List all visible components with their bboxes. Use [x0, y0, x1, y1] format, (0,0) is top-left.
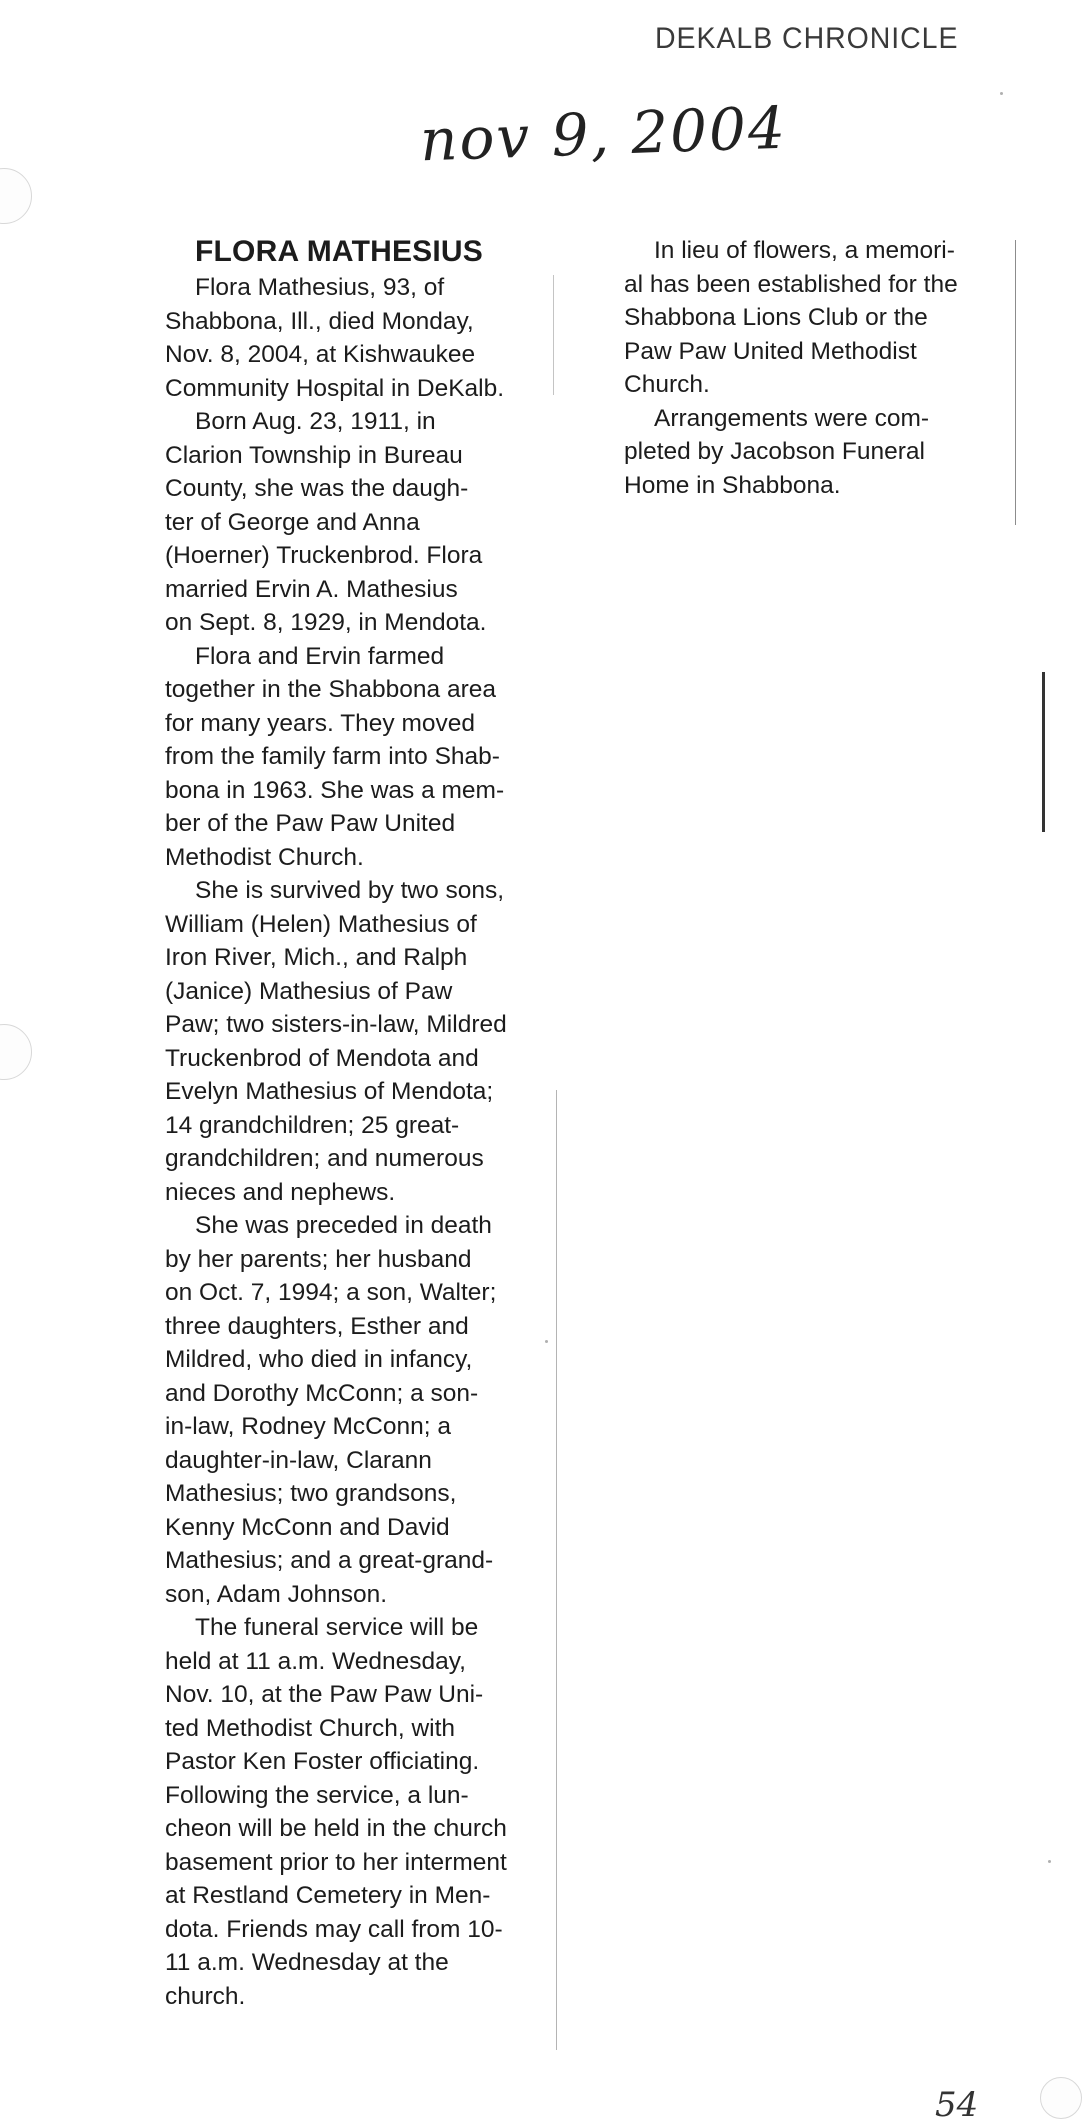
text-line: on Sept. 8, 1929, in Mendota. — [165, 609, 487, 636]
text-line: daughter-in-law, Clarann — [165, 1446, 432, 1474]
paragraph — [165, 874, 545, 1209]
paragraph — [165, 271, 545, 405]
text-line: Paw; two sisters-in-law, Mildred — [165, 1011, 507, 1038]
text-line: at Restland Cemetery in Men- — [165, 1882, 491, 1909]
text-line: She is survived by two sons, — [195, 877, 505, 904]
text-line: Pastor Ken Foster officiating. — [165, 1748, 480, 1775]
text-line: ter of George and Anna — [165, 508, 420, 536]
text-line: Flora Mathesius, 93, of — [195, 274, 445, 301]
text-line: al has been established for the — [624, 270, 958, 298]
text-line: In lieu of flowers, a memori- — [654, 237, 955, 264]
text-line: held at 11 a.m. Wednesday, — [165, 1647, 466, 1675]
handwritten-page-number: 54 — [935, 2085, 979, 2125]
text-line: Iron River, Mich., and Ralph — [165, 944, 468, 971]
paragraph — [165, 640, 545, 875]
text-line: ted Methodist Church, with — [165, 1714, 456, 1742]
text-line: by her parents; her husband — [165, 1245, 472, 1273]
text-line: for many years. They moved — [165, 709, 476, 737]
text-line: together in the Shabbona area — [165, 676, 497, 703]
text-line: three daughters, Esther and — [165, 1312, 469, 1340]
right-column-right-border — [1015, 240, 1016, 525]
punch-hole-top — [0, 168, 32, 224]
paragraph — [165, 1209, 545, 1611]
text-line: William (Helen) Mathesius of — [165, 910, 477, 938]
paragraph — [165, 1611, 545, 2013]
left-column-paragraphs — [165, 271, 545, 2013]
text-line: Paw Paw United Methodist — [624, 337, 917, 365]
text-line: Methodist Church. — [165, 843, 364, 871]
text-line: son, Adam Johnson. — [165, 1580, 388, 1608]
text-line: cheon will be held in the church — [165, 1815, 507, 1842]
text-line: pleted by Jacobson Funeral — [624, 438, 925, 465]
text-line: The funeral service will be — [195, 1614, 479, 1641]
left-column-right-border — [553, 275, 554, 395]
paragraph — [624, 402, 1004, 503]
punch-hole-bottom-right — [1040, 2077, 1082, 2119]
text-line: 11 a.m. Wednesday at the — [165, 1949, 449, 1976]
text-line: She was preceded in death — [195, 1212, 492, 1239]
text-line: Kenny McConn and David — [165, 1513, 450, 1541]
text-line: (Hoerner) Truckenbrod. Flora — [165, 542, 483, 569]
text-line: nieces and nephews. — [165, 1178, 396, 1206]
handwritten-date: nov 9, 2004 — [418, 93, 788, 175]
text-line: grandchildren; and numerous — [165, 1145, 484, 1172]
text-line: in-law, Rodney McConn; a — [165, 1413, 451, 1440]
text-line: Nov. 10, at the Paw Paw Uni- — [165, 1681, 484, 1708]
paragraph — [624, 234, 1004, 402]
scan-edge-mark — [1042, 672, 1045, 832]
text-line: church. — [165, 1982, 246, 2010]
text-line: Community Hospital in DeKalb. — [165, 374, 505, 402]
text-line: County, she was the daugh- — [165, 475, 469, 502]
text-line: Truckenbrod of Mendota and — [165, 1044, 479, 1072]
text-line: ber of the Paw Paw United — [165, 810, 456, 837]
text-line: Shabbona, Ill., died Monday, — [165, 307, 474, 335]
text-line: Mildred, who died in infancy, — [165, 1346, 473, 1373]
text-line: on Oct. 7, 1994; a son, Walter; — [165, 1279, 497, 1306]
scan-speck — [545, 1340, 548, 1343]
text-line: Arrangements were com- — [654, 404, 930, 432]
punch-hole-middle — [0, 1024, 32, 1080]
text-line: and Dorothy McConn; a son- — [165, 1379, 479, 1407]
text-line: Following the service, a lun- — [165, 1781, 469, 1809]
text-line: Evelyn Mathesius of Mendota; — [165, 1078, 494, 1105]
text-line: Nov. 8, 2004, at Kishwaukee — [165, 341, 476, 368]
obituary-right-column — [624, 234, 1004, 502]
text-line: Clarion Township in Bureau — [165, 441, 463, 469]
text-line: Mathesius; two grandsons, — [165, 1480, 457, 1507]
text-line: basement prior to her interment — [165, 1848, 507, 1876]
text-line: Church. — [624, 371, 710, 398]
text-line: from the family farm into Shab- — [165, 743, 500, 770]
text-line: Flora and Ervin farmed — [195, 642, 445, 670]
text-line: Born Aug. 23, 1911, in — [195, 408, 436, 435]
obituary-headline: FLORA MATHESIUS — [195, 235, 483, 268]
newspaper-masthead: DEKALB CHRONICLE — [655, 22, 959, 55]
text-line: Home in Shabbona. — [624, 471, 841, 499]
paragraph — [165, 405, 545, 640]
text-line: bona in 1963. She was a mem- — [165, 776, 505, 804]
right-column-paragraphs — [624, 234, 1004, 502]
scan-speck — [1000, 92, 1003, 95]
text-line: 14 grandchildren; 25 great- — [165, 1111, 460, 1139]
left-column-right-border-lower — [556, 1090, 557, 2050]
text-line: married Ervin A. Mathesius — [165, 575, 458, 603]
text-line: Shabbona Lions Club or the — [624, 304, 928, 331]
text-line: (Janice) Mathesius of Paw — [165, 977, 453, 1005]
scan-speck — [1048, 1860, 1051, 1863]
obituary-left-column — [165, 233, 545, 2013]
text-line: dota. Friends may call from 10- — [165, 1915, 503, 1943]
text-line: Mathesius; and a great-grand- — [165, 1547, 494, 1574]
